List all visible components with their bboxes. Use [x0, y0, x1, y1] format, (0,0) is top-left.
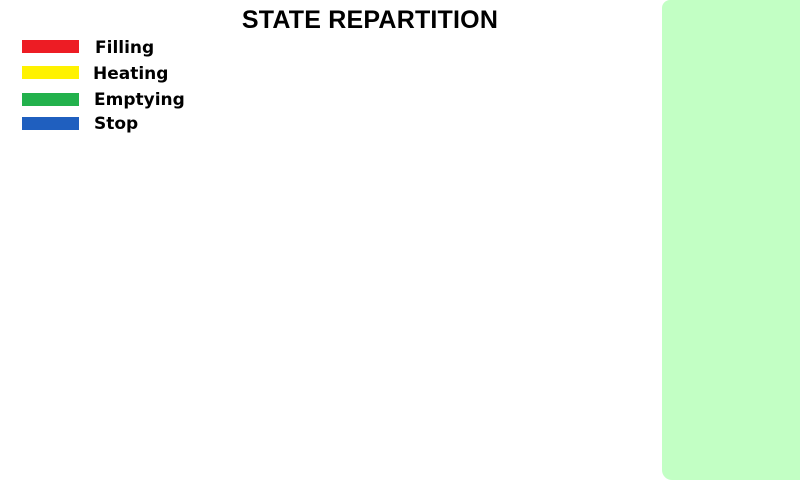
- legend-label-heating: Heating: [93, 64, 169, 84]
- legend-item-heating: [22, 64, 222, 90]
- legend-swatch-filling: [22, 40, 79, 53]
- legend-item-emptying: [22, 90, 222, 116]
- page-title: STATE REPARTITION: [241, 6, 499, 34]
- legend-label-filling: Filling: [95, 38, 155, 58]
- legend-swatch-emptying: [22, 93, 79, 106]
- legend-swatch-heating: [22, 66, 79, 79]
- side-panel: [662, 0, 800, 480]
- legend-item-filling: [22, 38, 222, 64]
- legend-swatch-stop: [22, 117, 79, 130]
- legend-label-stop: Stop: [94, 114, 139, 134]
- legend-item-stop: [22, 116, 222, 142]
- legend-label-emptying: Emptying: [94, 90, 185, 110]
